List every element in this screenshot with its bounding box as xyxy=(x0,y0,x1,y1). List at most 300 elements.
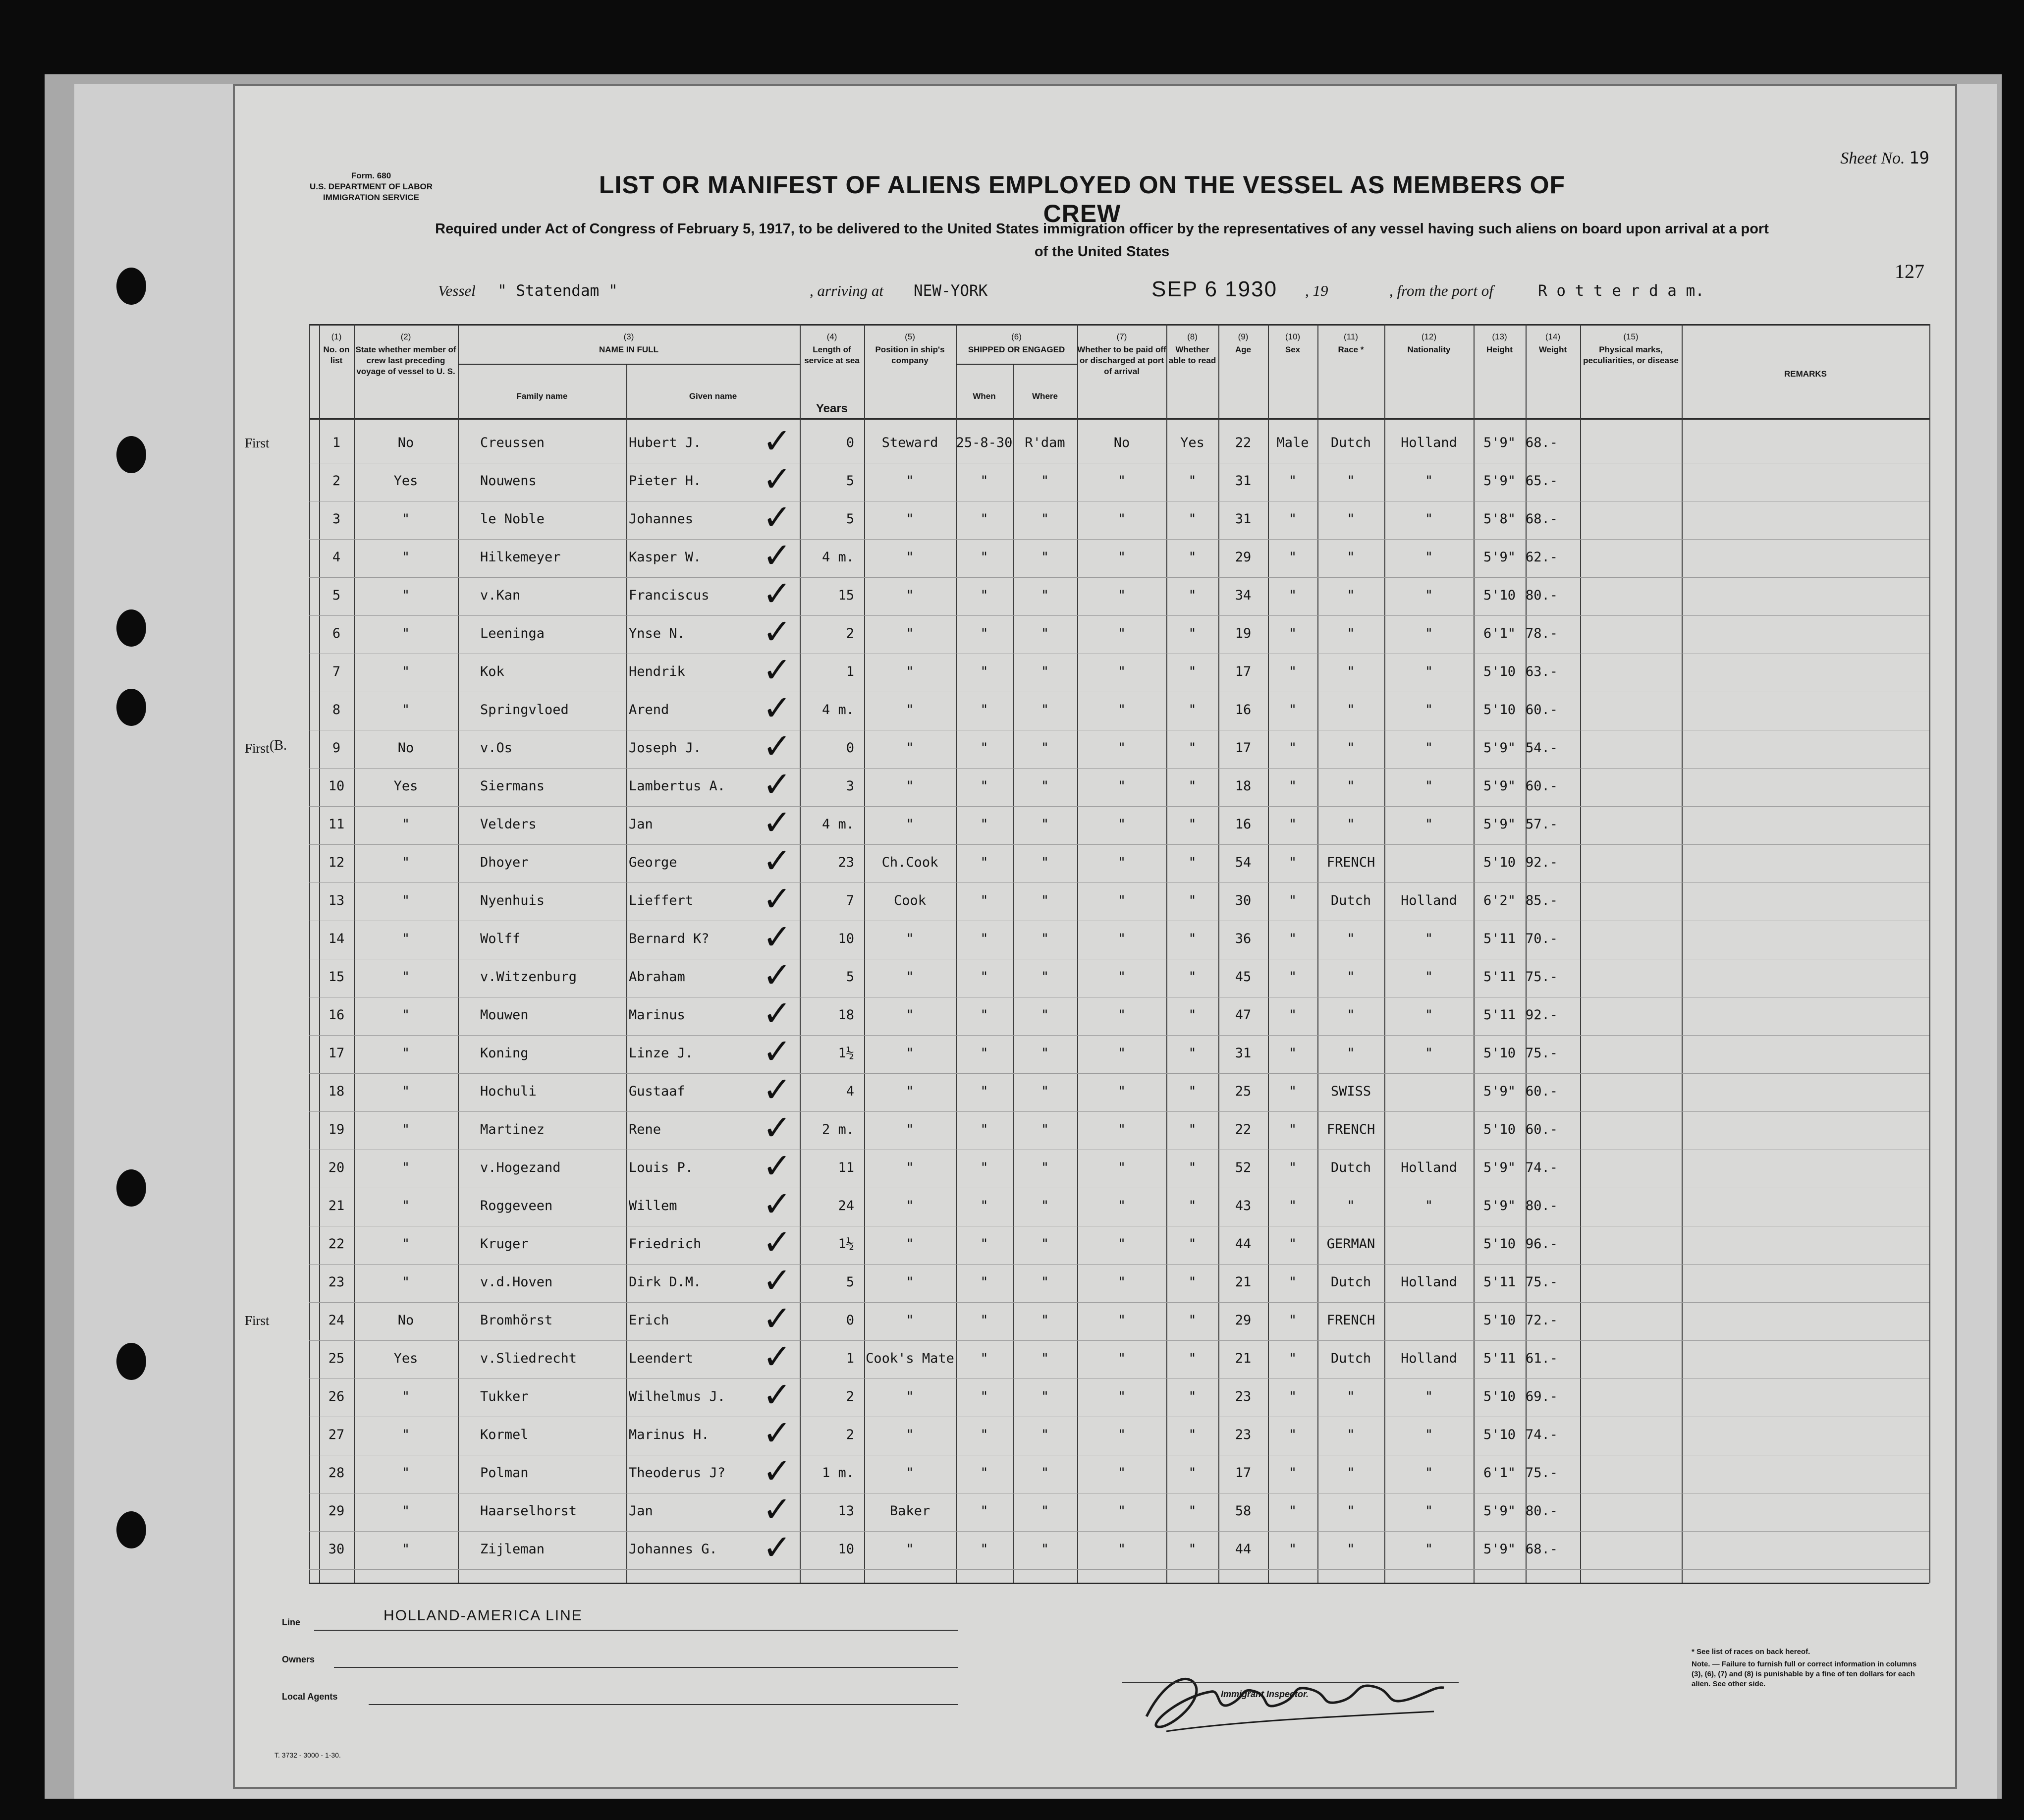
cell-read: " xyxy=(1188,1274,1197,1290)
cell-where: " xyxy=(1040,1351,1049,1366)
cell-when: " xyxy=(980,931,988,946)
name-subrule xyxy=(458,364,800,365)
cell-paid: " xyxy=(1117,1313,1126,1328)
cell-family: v.Kan xyxy=(480,588,521,603)
cell-height: 5'9" xyxy=(1483,1160,1516,1175)
cell-family: Zijleman xyxy=(480,1542,545,1557)
cell-height: 6'2" xyxy=(1483,893,1516,908)
cell-no: 28 xyxy=(328,1465,345,1481)
col-physical-marks-header: (15) Physical marks, peculiarities, or disease xyxy=(1583,332,1679,365)
cell-weight: 80.- xyxy=(1526,588,1558,603)
cell-no: 29 xyxy=(328,1503,345,1519)
cell-where: " xyxy=(1040,1084,1049,1099)
cell-position: " xyxy=(906,550,914,565)
cell-race: " xyxy=(1347,778,1355,794)
cell-no: 9 xyxy=(332,740,341,756)
col-sex-header: (10) Sex xyxy=(1285,332,1301,354)
cell-where: " xyxy=(1040,778,1049,794)
cell-age: 45 xyxy=(1235,969,1252,985)
cell-read: " xyxy=(1188,1236,1197,1252)
cell-race: " xyxy=(1347,473,1355,489)
cell-weight: 92.- xyxy=(1526,855,1558,870)
cell-service: 1½ xyxy=(838,1236,854,1252)
cell-no: 14 xyxy=(328,931,345,946)
cell-prev: No xyxy=(397,740,414,756)
cell-service: 5 xyxy=(846,511,854,527)
cell-weight: 74.- xyxy=(1526,1427,1558,1442)
cell-paid: " xyxy=(1117,1542,1126,1557)
cell-weight: 75.- xyxy=(1526,969,1558,985)
cell-where: " xyxy=(1040,1160,1049,1175)
cell-nat: " xyxy=(1424,1542,1433,1557)
cell-when: " xyxy=(980,1274,988,1290)
cell-prev: " xyxy=(401,1236,410,1252)
cell-family: Springvloed xyxy=(480,702,569,717)
cell-prev: " xyxy=(401,702,410,717)
row-rule xyxy=(309,1340,1929,1341)
cell-given: Bernard K? xyxy=(629,931,710,946)
cell-paid: " xyxy=(1117,1198,1126,1213)
check-mark-icon: ✓ xyxy=(763,1375,792,1415)
cell-read: " xyxy=(1188,626,1197,641)
cell-paid: " xyxy=(1117,1465,1126,1481)
cell-read: " xyxy=(1188,1084,1197,1099)
cell-sex: " xyxy=(1288,893,1297,908)
cell-age: 36 xyxy=(1235,931,1252,946)
cell-service: 0 xyxy=(846,435,854,450)
cell-position: " xyxy=(906,1160,914,1175)
cell-sex: " xyxy=(1288,1427,1297,1442)
cell-when: " xyxy=(980,969,988,985)
cell-read: " xyxy=(1188,473,1197,489)
cell-race: Dutch xyxy=(1330,1351,1371,1366)
cell-read: " xyxy=(1188,588,1197,603)
binder-hole xyxy=(116,268,146,305)
cell-height: 5'10 xyxy=(1483,855,1516,870)
cell-no: 15 xyxy=(328,969,345,985)
check-mark-icon: ✓ xyxy=(763,1146,792,1186)
cell-when: " xyxy=(980,1427,988,1442)
cell-where: " xyxy=(1040,626,1049,641)
cell-where: " xyxy=(1040,1274,1049,1290)
cell-family: Kruger xyxy=(480,1236,529,1252)
cell-read: " xyxy=(1188,1427,1197,1442)
cell-height: 6'1" xyxy=(1483,626,1516,641)
cell-height: 5'9" xyxy=(1483,1503,1516,1519)
cell-race: " xyxy=(1347,969,1355,985)
cell-service: 7 xyxy=(846,893,854,908)
cell-when: " xyxy=(980,1351,988,1366)
row-rule xyxy=(309,768,1929,769)
cell-position: " xyxy=(906,588,914,603)
cell-nat: " xyxy=(1424,664,1433,679)
cell-read: " xyxy=(1188,664,1197,679)
cell-sex: " xyxy=(1288,1351,1297,1366)
cell-race: " xyxy=(1347,1046,1355,1061)
cell-read: " xyxy=(1188,1007,1197,1023)
cell-nat: " xyxy=(1424,1007,1433,1023)
cell-prev: " xyxy=(401,550,410,565)
cell-paid: " xyxy=(1117,817,1126,832)
row-rule xyxy=(309,1073,1929,1074)
cell-sex: " xyxy=(1288,1389,1297,1404)
cell-age: 22 xyxy=(1235,1122,1252,1137)
subtitle-line-1: Required under Act of Congress of February 5, 1917, to be delivered to the United States immigration officer by the representatives of any vessel having such aliens on board upon arrival at a port xyxy=(435,221,1769,237)
cell-position: " xyxy=(906,1427,914,1442)
cell-age: 34 xyxy=(1235,588,1252,603)
cell-race: FRENCH xyxy=(1326,1122,1375,1137)
row-rule xyxy=(309,1035,1929,1036)
cell-position: " xyxy=(906,626,914,641)
cell-where: " xyxy=(1040,1198,1049,1213)
cell-weight: 75.- xyxy=(1526,1465,1558,1481)
cell-paid: " xyxy=(1117,626,1126,641)
check-mark-icon: ✓ xyxy=(763,573,792,614)
cell-prev: " xyxy=(401,931,410,946)
cell-weight: 75.- xyxy=(1526,1274,1558,1290)
cell-prev: " xyxy=(401,1274,410,1290)
cell-family: v.Os xyxy=(480,740,513,756)
col-read-header: (8) Whether able to read xyxy=(1168,332,1216,365)
cell-age: 21 xyxy=(1235,1274,1252,1290)
col-divider xyxy=(1580,324,1581,1583)
cell-race: Dutch xyxy=(1330,1274,1371,1290)
col-shipped-header: (6) SHIPPED OR ENGAGED xyxy=(968,332,1065,354)
cell-position: " xyxy=(906,931,914,946)
cell-weight: 78.- xyxy=(1526,626,1558,641)
cell-service: 4 xyxy=(846,1084,854,1099)
vessel-name: " Statendam " xyxy=(497,282,618,300)
cell-nat: Holland xyxy=(1401,1160,1457,1175)
cell-race: " xyxy=(1347,931,1355,946)
cell-where: " xyxy=(1040,1046,1049,1061)
cell-read: " xyxy=(1188,1198,1197,1213)
cell-when: " xyxy=(980,626,988,641)
check-mark-icon: ✓ xyxy=(763,840,792,881)
row-rule xyxy=(309,1531,1929,1532)
cell-age: 25 xyxy=(1235,1084,1252,1099)
cell-prev: Yes xyxy=(393,778,418,794)
col-divider xyxy=(458,324,459,1583)
owners-label: Owners xyxy=(282,1655,315,1664)
check-mark-icon: ✓ xyxy=(763,1489,792,1530)
cell-sex: " xyxy=(1288,1542,1297,1557)
cell-age: 19 xyxy=(1235,626,1252,641)
cell-paid: " xyxy=(1117,855,1126,870)
cell-no: 24 xyxy=(328,1313,345,1328)
cell-sex: " xyxy=(1288,511,1297,527)
check-mark-icon: ✓ xyxy=(763,955,792,995)
cell-no: 27 xyxy=(328,1427,345,1442)
col-given-name-header: Given name xyxy=(689,391,737,401)
fine-note: Note. — Failure to furnish full or correct information in columns (3), (6), (7) and (8) is punishable by a fine of ten dollars for each alien. See other side. xyxy=(1692,1660,1917,1688)
cell-age: 23 xyxy=(1235,1389,1252,1404)
vessel-line xyxy=(309,277,1895,312)
cell-race: " xyxy=(1347,1427,1355,1442)
cell-when: " xyxy=(980,588,988,603)
cell-service: 0 xyxy=(846,1313,854,1328)
binder-hole xyxy=(116,609,146,647)
cell-sex: " xyxy=(1288,969,1297,985)
cell-sex: " xyxy=(1288,664,1297,679)
arriving-port: NEW-YORK xyxy=(914,282,988,300)
cell-prev: " xyxy=(401,664,410,679)
cell-no: 6 xyxy=(332,626,341,641)
cell-service: 4 m. xyxy=(821,702,854,717)
cell-height: 5'9" xyxy=(1483,778,1516,794)
cell-position: Cook's Mate xyxy=(866,1351,954,1366)
cell-sex: " xyxy=(1288,1313,1297,1328)
cell-weight: 68.- xyxy=(1526,1542,1558,1557)
cell-where: " xyxy=(1040,1007,1049,1023)
cell-prev: " xyxy=(401,1007,410,1023)
cell-where: " xyxy=(1040,969,1049,985)
cell-family: le Noble xyxy=(480,511,545,527)
cell-age: 58 xyxy=(1235,1503,1252,1519)
inspector-label: Immigrant Inspector. xyxy=(1221,1689,1309,1699)
cell-paid: " xyxy=(1117,1274,1126,1290)
col-position-header: (5) Position in ship's company xyxy=(875,332,945,365)
cell-position: " xyxy=(906,1236,914,1252)
col-age-header: (9) Age xyxy=(1235,332,1252,354)
cell-weight: 85.- xyxy=(1526,893,1558,908)
cell-when: " xyxy=(980,1198,988,1213)
cell-nat: Holland xyxy=(1401,893,1457,908)
cell-nat: " xyxy=(1424,740,1433,756)
cell-given: Ynse N. xyxy=(629,626,685,641)
cell-service: 24 xyxy=(838,1198,854,1213)
cell-read: " xyxy=(1188,1351,1197,1366)
cell-given: Arend xyxy=(629,702,669,717)
cell-where: " xyxy=(1040,740,1049,756)
cell-where: " xyxy=(1040,1236,1049,1252)
cell-race: SWISS xyxy=(1330,1084,1371,1099)
cell-position: " xyxy=(906,473,914,489)
cell-weight: 62.- xyxy=(1526,550,1558,565)
cell-age: 44 xyxy=(1235,1236,1252,1252)
cell-sex: " xyxy=(1288,1007,1297,1023)
cell-when: " xyxy=(980,511,988,527)
cell-given: Lieffert xyxy=(629,893,694,908)
cell-when: " xyxy=(980,1389,988,1404)
cell-when: " xyxy=(980,664,988,679)
shipped-subrule xyxy=(956,364,1077,365)
cell-weight: 75.- xyxy=(1526,1046,1558,1061)
cell-prev: " xyxy=(401,1046,410,1061)
cell-when: " xyxy=(980,1122,988,1137)
cell-when: " xyxy=(980,1007,988,1023)
cell-sex: " xyxy=(1288,550,1297,565)
cell-age: 17 xyxy=(1235,1465,1252,1481)
cell-height: 5'9" xyxy=(1483,1084,1516,1099)
cell-service: 2 xyxy=(846,1389,854,1404)
cell-given: Wilhelmus J. xyxy=(629,1389,726,1404)
check-mark-icon: ✓ xyxy=(763,535,792,576)
cell-position: Baker xyxy=(889,1503,930,1519)
row-rule xyxy=(309,844,1929,845)
cell-no: 1 xyxy=(332,435,341,450)
cell-prev: " xyxy=(401,1503,410,1519)
col-name-header: (3) NAME IN FULL xyxy=(599,332,658,354)
check-mark-icon: ✓ xyxy=(763,421,792,461)
cell-weight: 60.- xyxy=(1526,1122,1558,1137)
cell-paid: " xyxy=(1117,893,1126,908)
cell-family: Hochuli xyxy=(480,1084,537,1099)
cell-where: " xyxy=(1040,855,1049,870)
cell-race: " xyxy=(1347,1007,1355,1023)
cell-position: " xyxy=(906,702,914,717)
cell-age: 17 xyxy=(1235,664,1252,679)
cell-position: " xyxy=(906,817,914,832)
check-mark-icon: ✓ xyxy=(763,611,792,652)
cell-paid: " xyxy=(1117,1351,1126,1366)
cell-sex: " xyxy=(1288,1084,1297,1099)
cell-sex: " xyxy=(1288,702,1297,717)
cell-service: 23 xyxy=(838,855,854,870)
cell-position: " xyxy=(906,740,914,756)
date-stamp: SEP 6 1930 xyxy=(1151,277,1278,301)
cell-position: " xyxy=(906,1389,914,1404)
cell-when: " xyxy=(980,893,988,908)
cell-nat: " xyxy=(1424,1465,1433,1481)
cell-nat: " xyxy=(1424,1046,1433,1061)
cell-height: 5'11 xyxy=(1483,969,1516,985)
cell-no: 16 xyxy=(328,1007,345,1023)
cell-weight: 69.- xyxy=(1526,1389,1558,1404)
cell-family: Leeninga xyxy=(480,626,545,641)
cell-paid: " xyxy=(1117,778,1126,794)
check-mark-icon: ✓ xyxy=(763,688,792,728)
cell-given: Theoderus J? xyxy=(629,1465,726,1481)
cell-height: 5'8" xyxy=(1483,511,1516,527)
cell-where: " xyxy=(1040,550,1049,565)
cell-race: " xyxy=(1347,1389,1355,1404)
cell-no: 19 xyxy=(328,1122,345,1137)
row-rule xyxy=(309,1264,1929,1265)
cell-sex: " xyxy=(1288,1503,1297,1519)
cell-read: " xyxy=(1188,511,1197,527)
cell-nat: " xyxy=(1424,511,1433,527)
cell-service: 10 xyxy=(838,931,854,946)
cell-sex: Male xyxy=(1276,435,1309,450)
cell-prev: " xyxy=(401,855,410,870)
from-port: R o t t e r d a m. xyxy=(1538,282,1704,300)
cell-weight: 92.- xyxy=(1526,1007,1558,1023)
cell-where: " xyxy=(1040,702,1049,717)
sheet-value: 19 xyxy=(1909,148,1929,168)
form-header xyxy=(309,170,433,203)
cell-age: 31 xyxy=(1235,511,1252,527)
cell-sex: " xyxy=(1288,1465,1297,1481)
cell-weight: 80.- xyxy=(1526,1198,1558,1213)
cell-position: " xyxy=(906,778,914,794)
cell-family: Mouwen xyxy=(480,1007,529,1023)
cell-race: GERMAN xyxy=(1326,1236,1375,1252)
cell-when: " xyxy=(980,855,988,870)
col-nationality-header: (12) Nationality xyxy=(1407,332,1451,354)
check-mark-icon: ✓ xyxy=(763,1336,792,1377)
cell-nat: " xyxy=(1424,702,1433,717)
cell-age: 30 xyxy=(1235,893,1252,908)
cell-prefix: First xyxy=(245,436,270,450)
col-prev-voyage-header: (2) State whether member of crew last preceding voyage of vessel to U. S. xyxy=(355,332,456,376)
from-label: , from the port of xyxy=(1389,282,1493,299)
cell-given: Hendrik xyxy=(629,664,685,679)
cell-paid: " xyxy=(1117,1007,1126,1023)
cell-weight: 68.- xyxy=(1526,511,1558,527)
cell-weight: 60.- xyxy=(1526,702,1558,717)
cell-read: " xyxy=(1188,969,1197,985)
cell-when: " xyxy=(980,1503,988,1519)
col-weight-header: (14) Weight xyxy=(1538,332,1567,354)
check-mark-icon: ✓ xyxy=(763,764,792,805)
cell-height: 5'9" xyxy=(1483,1198,1516,1213)
cell-when: " xyxy=(980,1465,988,1481)
cell-age: 23 xyxy=(1235,1427,1252,1442)
cell-age: 17 xyxy=(1235,740,1252,756)
cell-height: 5'9" xyxy=(1483,435,1516,450)
cell-race: " xyxy=(1347,1198,1355,1213)
cell-height: 5'9" xyxy=(1483,740,1516,756)
cell-given: Jan xyxy=(629,1503,653,1519)
cell-height: 5'11 xyxy=(1483,1351,1516,1366)
cell-given: Pieter H. xyxy=(629,473,702,489)
cell-race: " xyxy=(1347,1503,1355,1519)
cell-where: " xyxy=(1040,473,1049,489)
cell-height: 5'9" xyxy=(1483,473,1516,489)
cell-weight: 60.- xyxy=(1526,1084,1558,1099)
cell-given: George xyxy=(629,855,677,870)
cell-position: Ch.Cook xyxy=(881,855,938,870)
col-where-header: Where xyxy=(1032,391,1058,401)
cell-race: Dutch xyxy=(1330,435,1371,450)
col-race-header: (11) Race * xyxy=(1338,332,1364,354)
cell-read: " xyxy=(1188,550,1197,565)
cell-read: " xyxy=(1188,1542,1197,1557)
cell-age: 16 xyxy=(1235,702,1252,717)
cell-read: " xyxy=(1188,931,1197,946)
cell-where: " xyxy=(1040,931,1049,946)
check-mark-icon: ✓ xyxy=(763,459,792,499)
cell-service: 5 xyxy=(846,1274,854,1290)
cell-age: 43 xyxy=(1235,1198,1252,1213)
col-no-header: (1) No. on list xyxy=(323,332,350,365)
cell-paid: " xyxy=(1117,702,1126,717)
cell-nat: Holland xyxy=(1401,1351,1457,1366)
cell-height: 5'10 xyxy=(1483,1389,1516,1404)
cell-service: 2 xyxy=(846,626,854,641)
cell-read: Yes xyxy=(1180,435,1204,450)
cell-family: Nyenhuis xyxy=(480,893,545,908)
cell-where: " xyxy=(1040,511,1049,527)
cell-family: Koning xyxy=(480,1046,529,1061)
cell-family: v.Hogezand xyxy=(480,1160,561,1175)
form-number: Form. 680 xyxy=(351,171,391,180)
cell-when: 25-8-30 xyxy=(956,435,1013,450)
cell-no: 30 xyxy=(328,1542,345,1557)
cell-read: " xyxy=(1188,1313,1197,1328)
col-divider xyxy=(309,324,310,1583)
check-mark-icon: ✓ xyxy=(763,1413,792,1453)
cell-prev: " xyxy=(401,893,410,908)
cell-where: " xyxy=(1040,664,1049,679)
cell-service: 5 xyxy=(846,969,854,985)
cell-service: 1 xyxy=(846,1351,854,1366)
row-rule xyxy=(309,1111,1929,1112)
cell-no: 20 xyxy=(328,1160,345,1175)
cell-family: v.Sliedrecht xyxy=(480,1351,577,1366)
cell-position: " xyxy=(906,1046,914,1061)
